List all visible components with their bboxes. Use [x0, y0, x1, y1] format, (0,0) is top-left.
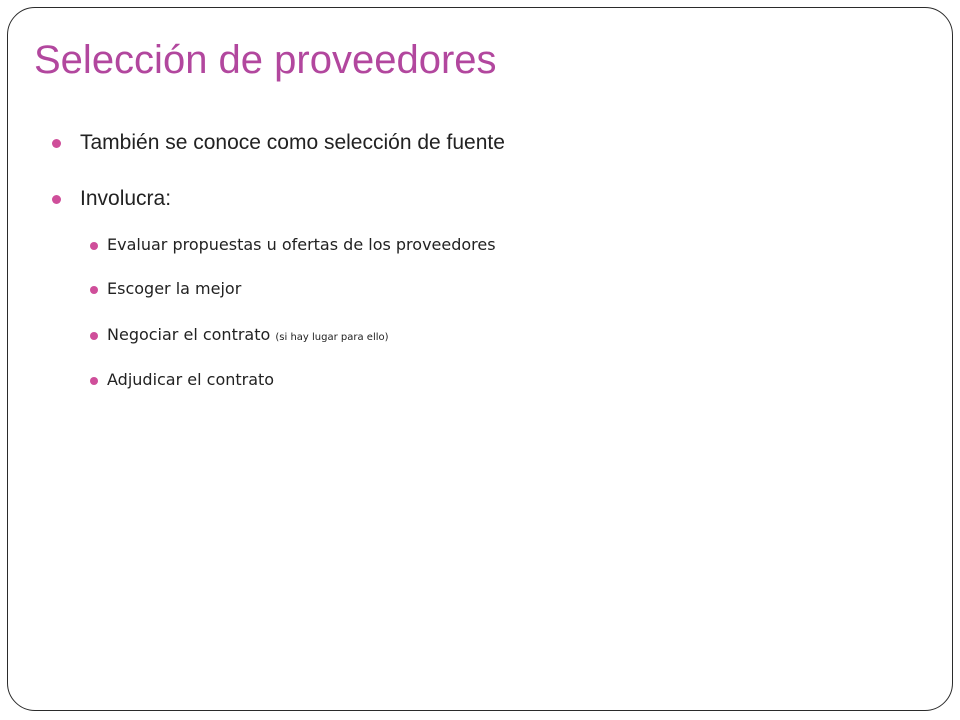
- bullet-dot-icon: [52, 139, 61, 148]
- bullet-text: Involucra:: [80, 187, 172, 210]
- sub-bullet-text: [107, 369, 274, 391]
- sub-bullet-text: [107, 324, 389, 349]
- slide-frame: [7, 7, 953, 711]
- bullet-dot-icon: [52, 195, 61, 204]
- bullet-text: También se conoce como selección de fuente: [80, 131, 505, 154]
- sub-bullet-main-text: Negociar el contrato: [107, 325, 271, 344]
- sub-bullet-main-text: Escoger la mejor: [107, 279, 242, 298]
- sub-bullet-note: (si hay lugar para ello): [275, 332, 389, 343]
- bullet-dot-icon: [90, 242, 98, 250]
- bullet-dot-icon: [90, 286, 98, 294]
- sub-bullet-text: [107, 278, 241, 300]
- slide-title: Selección de proveedores: [34, 38, 497, 82]
- bullet-dot-icon: [90, 332, 98, 340]
- sub-bullet-main-text: Evaluar propuestas u ofertas de los proveedores: [107, 235, 496, 254]
- sub-bullet-text: [107, 234, 496, 256]
- bullet-dot-icon: [90, 377, 98, 385]
- sub-bullet-main-text: Adjudicar el contrato: [107, 370, 275, 389]
